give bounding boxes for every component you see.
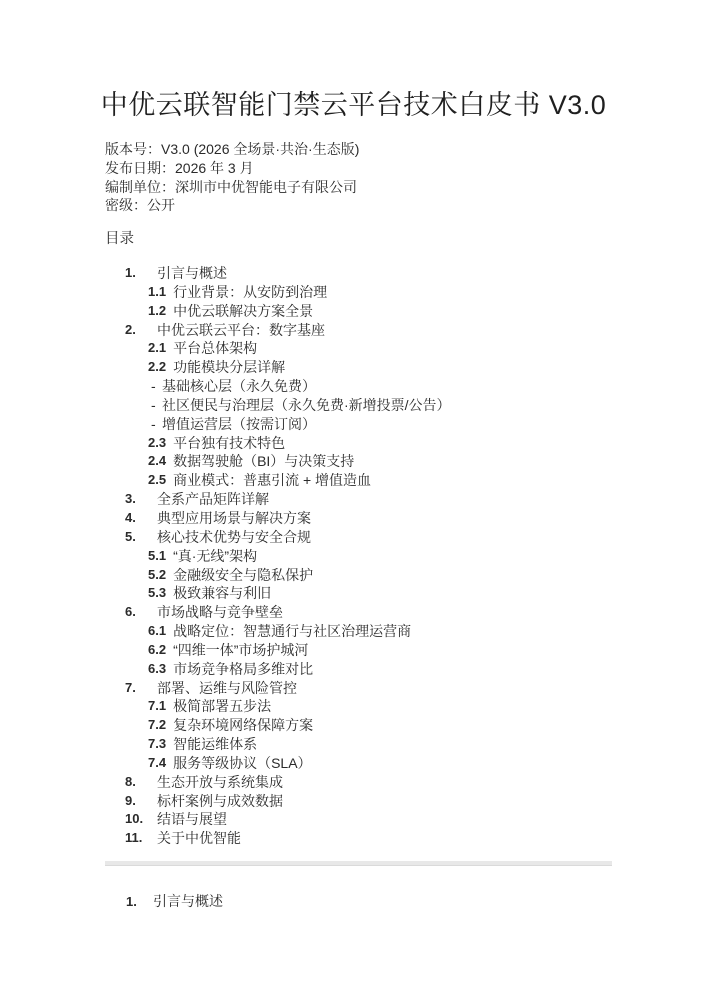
toc-entry-text: 基础核心层（永久免费） — [162, 378, 316, 395]
toc-entry — [0, 396, 707, 415]
toc-entry-number: 5.1 — [148, 547, 167, 563]
toc-entry — [0, 283, 707, 302]
toc-entry-text: 中优云联解决方案全景 — [173, 302, 314, 319]
toc-entry-text: “真·无线”架构 — [173, 547, 258, 564]
toc-entry — [0, 660, 707, 679]
toc-entry-text: 标杆案例与成效数据 — [157, 792, 283, 809]
toc-entry — [0, 321, 707, 340]
section-heading-number: 1. — [126, 894, 137, 909]
toc-entry — [0, 415, 707, 434]
meta-line-release-date: 发布日期：2026 年 3 月 — [105, 159, 254, 176]
toc-entry-text: 功能模块分层详解 — [173, 359, 286, 376]
toc-entry — [0, 754, 707, 773]
toc-entry — [0, 302, 707, 321]
toc-entry-text: 市场竞争格局多维对比 — [173, 660, 314, 677]
toc-entry — [0, 792, 707, 811]
toc-entry-text: 服务等级协议（SLA） — [173, 754, 312, 771]
toc-entry-number: - — [151, 378, 156, 395]
toc-entry-number: 1.1 — [148, 283, 167, 299]
toc-entry-text: 结语与展望 — [157, 811, 227, 828]
toc-entry — [0, 697, 707, 716]
toc-entry — [0, 339, 707, 358]
toc-entry — [0, 528, 707, 547]
toc-entry — [0, 547, 707, 566]
toc-entry-text: 部署、运维与风险管控 — [157, 679, 297, 696]
toc-entry-text: 引言与概述 — [157, 265, 227, 281]
toc-entry-number: 3. — [125, 491, 136, 507]
toc-entry-text: 核心技术优势与安全合规 — [157, 528, 311, 545]
toc-entry-text: 智能运维体系 — [173, 736, 258, 753]
toc-entry-number: 2.1 — [148, 340, 167, 356]
toc-entry-text: 战略定位：智慧通行与社区治理运营商 — [173, 623, 412, 640]
toc-entry-text: 典型应用场景与解决方案 — [157, 509, 311, 526]
toc-entry-text: 社区便民与治理层（永久免费·新增投票/公告） — [162, 396, 451, 413]
toc-entry — [0, 679, 707, 698]
toc-entry-text: 生态开放与系统集成 — [157, 773, 283, 790]
toc-entry-number: 11. — [125, 830, 143, 846]
meta-line-publisher: 编制单位：深圳市中优智能电子有限公司 — [105, 178, 357, 195]
toc-entry — [0, 358, 707, 377]
toc-entry-number: 8. — [125, 773, 136, 789]
toc-entry-text: 数据驾驶舱（BI）与决策支持 — [173, 453, 355, 470]
toc-entry — [0, 622, 707, 641]
toc-entry — [0, 641, 707, 660]
toc-entry-number: 6.3 — [148, 660, 167, 676]
meta-block — [105, 140, 359, 215]
toc-list — [0, 264, 707, 848]
toc-entry — [0, 264, 707, 283]
toc-entry-number: 6. — [125, 604, 136, 620]
toc-entry-number: 5.3 — [148, 585, 167, 601]
toc-entry — [0, 773, 707, 792]
toc-entry-number: 6.1 — [148, 623, 167, 639]
toc-entry-number: 2. — [125, 321, 136, 337]
toc-entry-number: 2.3 — [148, 434, 167, 450]
toc-entry-number: 7.1 — [148, 698, 167, 714]
toc-entry — [0, 716, 707, 735]
toc-entry-number: 5.2 — [148, 566, 167, 582]
toc-entry-number: - — [151, 415, 156, 432]
toc-entry-number: 10. — [125, 811, 144, 827]
section-heading-text: 引言与概述 — [153, 893, 223, 909]
toc-entry-text: 市场战略与竞争壁垒 — [157, 604, 283, 621]
toc-entry-text: 增值运营层（按需订阅） — [162, 415, 316, 432]
toc-entry-text: 商业模式：普惠引流 + 增值造血 — [173, 472, 372, 489]
horizontal-divider — [105, 861, 612, 866]
toc-entry-number: 7.3 — [148, 736, 167, 752]
toc-entry-text: 极致兼容与利旧 — [173, 585, 272, 602]
toc-entry-number: 2.4 — [148, 453, 167, 469]
toc-entry-text: 关于中优智能 — [157, 830, 241, 847]
meta-line-version: 版本号：V3.0 (2026 全场景·共治·生态版) — [105, 141, 360, 157]
document-title: 中优云联智能门禁云平台技术白皮书 V3.0 — [100, 90, 607, 120]
toc-entry-text: 中优云联云平台：数字基座 — [157, 321, 325, 338]
toc-entry-text: 极简部署五步法 — [173, 698, 272, 715]
toc-entry-number: 9. — [125, 792, 136, 808]
toc-entry-number: 2.2 — [148, 359, 167, 375]
toc-entry — [0, 434, 707, 453]
toc-entry — [0, 490, 707, 509]
meta-line-classification: 密级：公开 — [105, 197, 175, 214]
toc-entry-number: 5. — [125, 528, 136, 544]
toc-entry — [0, 566, 707, 585]
toc-entry-number: - — [151, 396, 156, 413]
toc-entry — [0, 829, 707, 848]
toc-entry — [0, 584, 707, 603]
toc-entry-number: 2.5 — [148, 472, 167, 488]
toc-entry — [0, 471, 707, 490]
toc-heading: 目录 — [105, 231, 134, 247]
toc-entry-text: 平台总体架构 — [173, 340, 258, 357]
toc-entry-number: 6.2 — [148, 641, 167, 657]
toc-entry — [0, 735, 707, 754]
toc-entry-number: 7. — [125, 679, 136, 695]
toc-entry — [0, 452, 707, 471]
toc-entry-text: 金融级安全与隐私保护 — [173, 566, 314, 583]
toc-entry — [0, 377, 707, 396]
toc-entry-number: 1. — [125, 265, 136, 280]
toc-entry-text: 平台独有技术特色 — [173, 434, 286, 451]
toc-entry — [0, 509, 707, 528]
toc-entry-text: 行业背景：从安防到治理 — [173, 283, 328, 300]
toc-entry-number: 7.4 — [148, 754, 167, 770]
section-heading — [0, 892, 223, 911]
toc-entry-text: 全系产品矩阵详解 — [157, 491, 269, 508]
toc-entry-number: 1.2 — [148, 302, 167, 318]
toc-entry-number: 4. — [125, 509, 136, 525]
toc-entry-number: 7.2 — [148, 717, 167, 733]
toc-entry — [0, 810, 707, 829]
toc-entry-text: 复杂环境网络保障方案 — [173, 717, 314, 734]
toc-entry — [0, 603, 707, 622]
toc-entry-text: “四维一体”市场护城河 — [173, 641, 309, 658]
